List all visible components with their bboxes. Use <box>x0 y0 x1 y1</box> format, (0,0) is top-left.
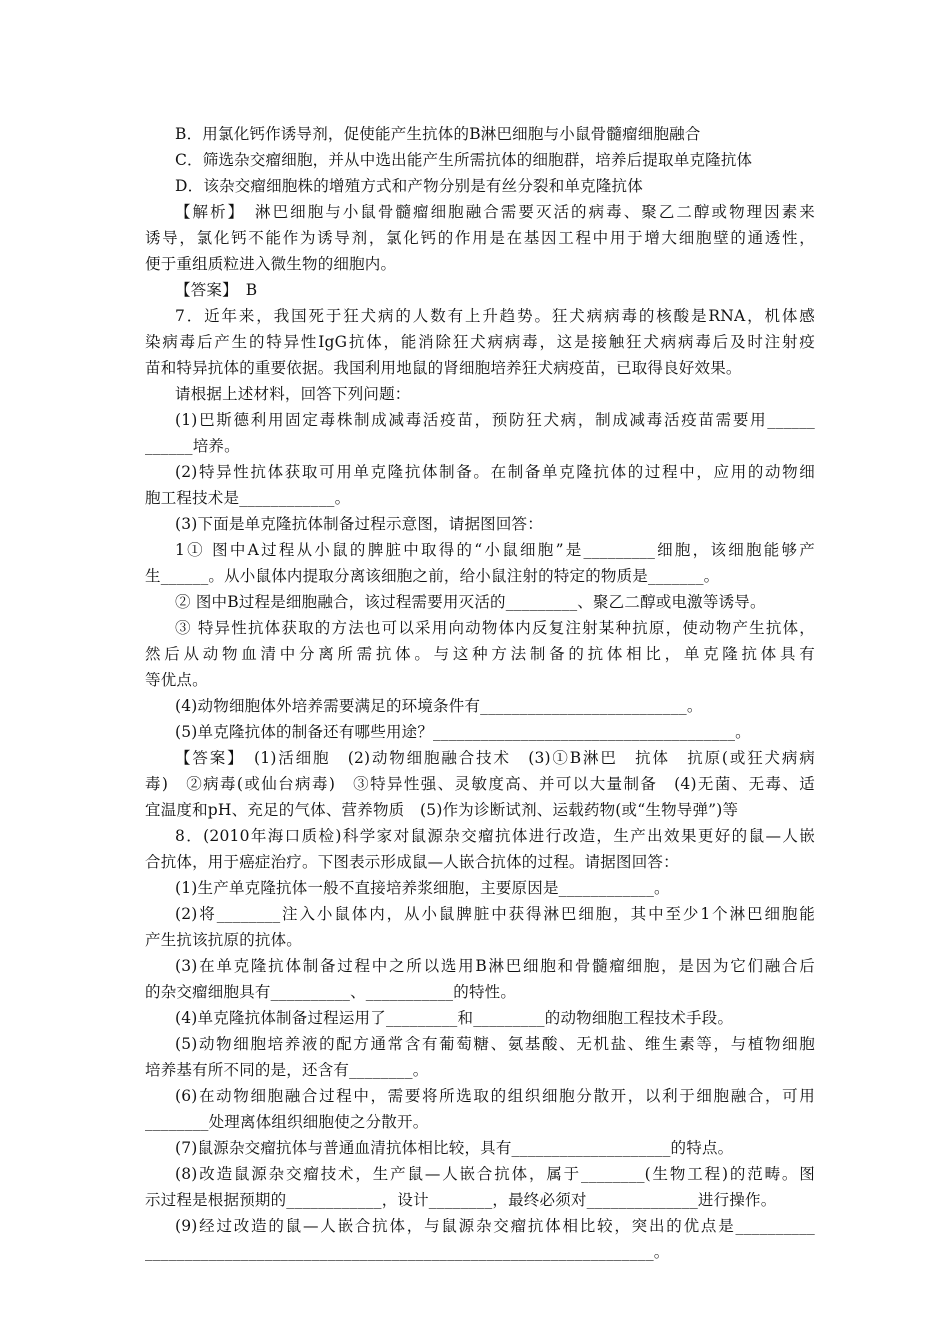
q8-3-line-1: (3)在单克隆抗体制备过程中之所以选用B淋巴细胞和骨髓瘤细胞，是因为它们融合后 <box>175 957 815 975</box>
analysis-line-3: 便于重组质粒进入微生物的细胞内。 <box>145 255 397 273</box>
q8-5-line-2: 培养基有所不同的是，还含有________。 <box>145 1061 429 1079</box>
q7-2-line-1: (2)特异性抗体获取可用单克隆抗体制备。在制备单克隆抗体的过程中，应用的动物细 <box>175 463 815 481</box>
option-b: B．用氯化钙作诱导剂，促使能产生抗体的B淋巴细胞与小鼠骨髓瘤细胞融合 <box>175 125 701 143</box>
q7-3-3-line-1: ③ 特异性抗体获取的方法也可以采用向动物体内反复注射某种抗原，使动物产生抗体， <box>175 619 815 637</box>
q8-5-line-1: (5)动物细胞培养液的配方通常含有葡萄糖、氨基酸、无机盐、维生素等，与植物细胞 <box>175 1035 815 1053</box>
q8-6-line-2: ________处理离体组织细胞使之分散开。 <box>145 1113 429 1131</box>
q8-line-2: 合抗体，用于癌症治疗。下图表示形成鼠—人嵌合抗体的过程。请据图回答： <box>145 853 679 871</box>
q8-2-line-1: (2)将________注入小鼠体内，从小鼠脾脏中获得淋巴细胞，其中至少1个淋巴细胞能 <box>175 905 815 923</box>
q7-3-1-line-2: 生______。从小鼠体内提取分离该细胞之前，给小鼠注射的特定的物质是_______。 <box>145 567 720 585</box>
q7-line-1: 7．近年来，我国死于狂犬病的人数有上升趋势。狂犬病病毒的核酸是RNA，机体感 <box>175 307 815 325</box>
answer-7-line-3: 宜温度和pH、充足的气体、营养物质 (5)作为诊断试剂、运载药物(或“生物导弹”)等 <box>145 801 739 819</box>
q8-7: (7)鼠源杂交瘤抗体与普通血清抗体相比较，具有____________________的特点。 <box>175 1139 734 1157</box>
answer-7-line-2: 毒) ②病毒(或仙台病毒) ③特异性强、灵敏度高、并可以大量制备 (4)无菌、无毒、适 <box>145 775 815 793</box>
option-c: C．筛选杂交瘤细胞，并从中选出能产生所需抗体的细胞群，培养后提取单克隆抗体 <box>175 151 753 169</box>
answer-7-line-1: 【答案】 (1)活细胞 (2)动物细胞融合技术 (3)①B淋巴 抗体 抗原(或狂犬病病 <box>175 749 815 767</box>
q8-1: (1)生产单克隆抗体一般不直接培养浆细胞，主要原因是____________。 <box>175 879 670 897</box>
q7-4: (4)动物细胞体外培养需要满足的环境条件有__________________________。 <box>175 697 703 715</box>
q7-3-intro: (3)下面是单克隆抗体制备过程示意图，请据图回答： <box>175 515 543 533</box>
q8-2-line-2: 产生抗该抗原的抗体。 <box>145 931 303 949</box>
q8-3-line-2: 的杂交瘤细胞具有__________、___________的特性。 <box>145 983 517 1001</box>
q7-3-1-line-1: 1① 图中A过程从小鼠的脾脏中取得的“小鼠细胞”是_________细胞，该细胞能够产 <box>175 541 815 559</box>
q7-1-line-2: ______培养。 <box>145 437 240 455</box>
q8-8-line-1: (8)改造鼠源杂交瘤技术，生产鼠—人嵌合抗体，属于________(生物工程)的范畴。图 <box>175 1165 815 1183</box>
q8-4: (4)单克隆抗体制备过程运用了_________和_________的动物细胞工程技术手段。 <box>175 1009 734 1027</box>
q7-1-line-1: (1)巴斯德利用固定毒株制成减毒活疫苗，预防狂犬病，制成减毒活疫苗需要用______ <box>175 411 815 429</box>
q8-6-line-1: (6)在动物细胞融合过程中，需要将所选取的组织细胞分散开，以利于细胞融合，可用 <box>175 1087 815 1105</box>
option-d: D．该杂交瘤细胞株的增殖方式和产物分别是有丝分裂和单克隆抗体 <box>175 177 643 195</box>
q8-8-line-2: 示过程是根据预期的____________，设计________，最终必须对______________进行操作。 <box>145 1191 777 1209</box>
answer-6: 【答案】 B <box>175 281 258 299</box>
q7-3-3-line-3: 等优点。 <box>145 671 208 689</box>
q7-2-line-2: 胞工程技术是____________。 <box>145 489 351 507</box>
q7-line-3: 苗和特异抗体的重要依据。我国利用地鼠的肾细胞培养狂犬病疫苗，已取得良好效果。 <box>145 359 742 377</box>
q8-9-line-2: ________________________________________________________________。 <box>145 1243 670 1261</box>
analysis-line-1: 【解析】 淋巴细胞与小鼠骨髓瘤细胞融合需要灭活的病毒、聚乙二醇或物理因素来 <box>175 203 815 221</box>
q7-3-3-line-2: 然后从动物血清中分离所需抗体。与这种方法制备的抗体相比，单克隆抗体具有 <box>145 645 815 663</box>
q8-9-line-1: (9)经过改造的鼠—人嵌合抗体，与鼠源杂交瘤抗体相比较，突出的优点是__________ <box>175 1217 815 1235</box>
q7-instruction: 请根据上述材料，回答下列问题： <box>175 385 411 403</box>
q8-line-1: 8．(2010年海口质检)科学家对鼠源杂交瘤抗体进行改造，生产出效果更好的鼠—人嵌 <box>175 827 815 845</box>
q7-line-2: 染病毒后产生的特异性IgG抗体，能消除狂犬病病毒，这是接触狂犬病病毒后及时注射疫 <box>145 333 815 351</box>
q7-5: (5)单克隆抗体的制备还有哪些用途？______________________________________。 <box>175 723 751 741</box>
analysis-line-2: 诱导，氯化钙不能作为诱导剂，氯化钙的作用是在基因工程中用于增大细胞壁的通透性， <box>145 229 815 247</box>
q7-3-2: ② 图中B过程是细胞融合，该过程需要用灭活的_________、聚乙二醇或电激等诱导。 <box>175 593 766 611</box>
